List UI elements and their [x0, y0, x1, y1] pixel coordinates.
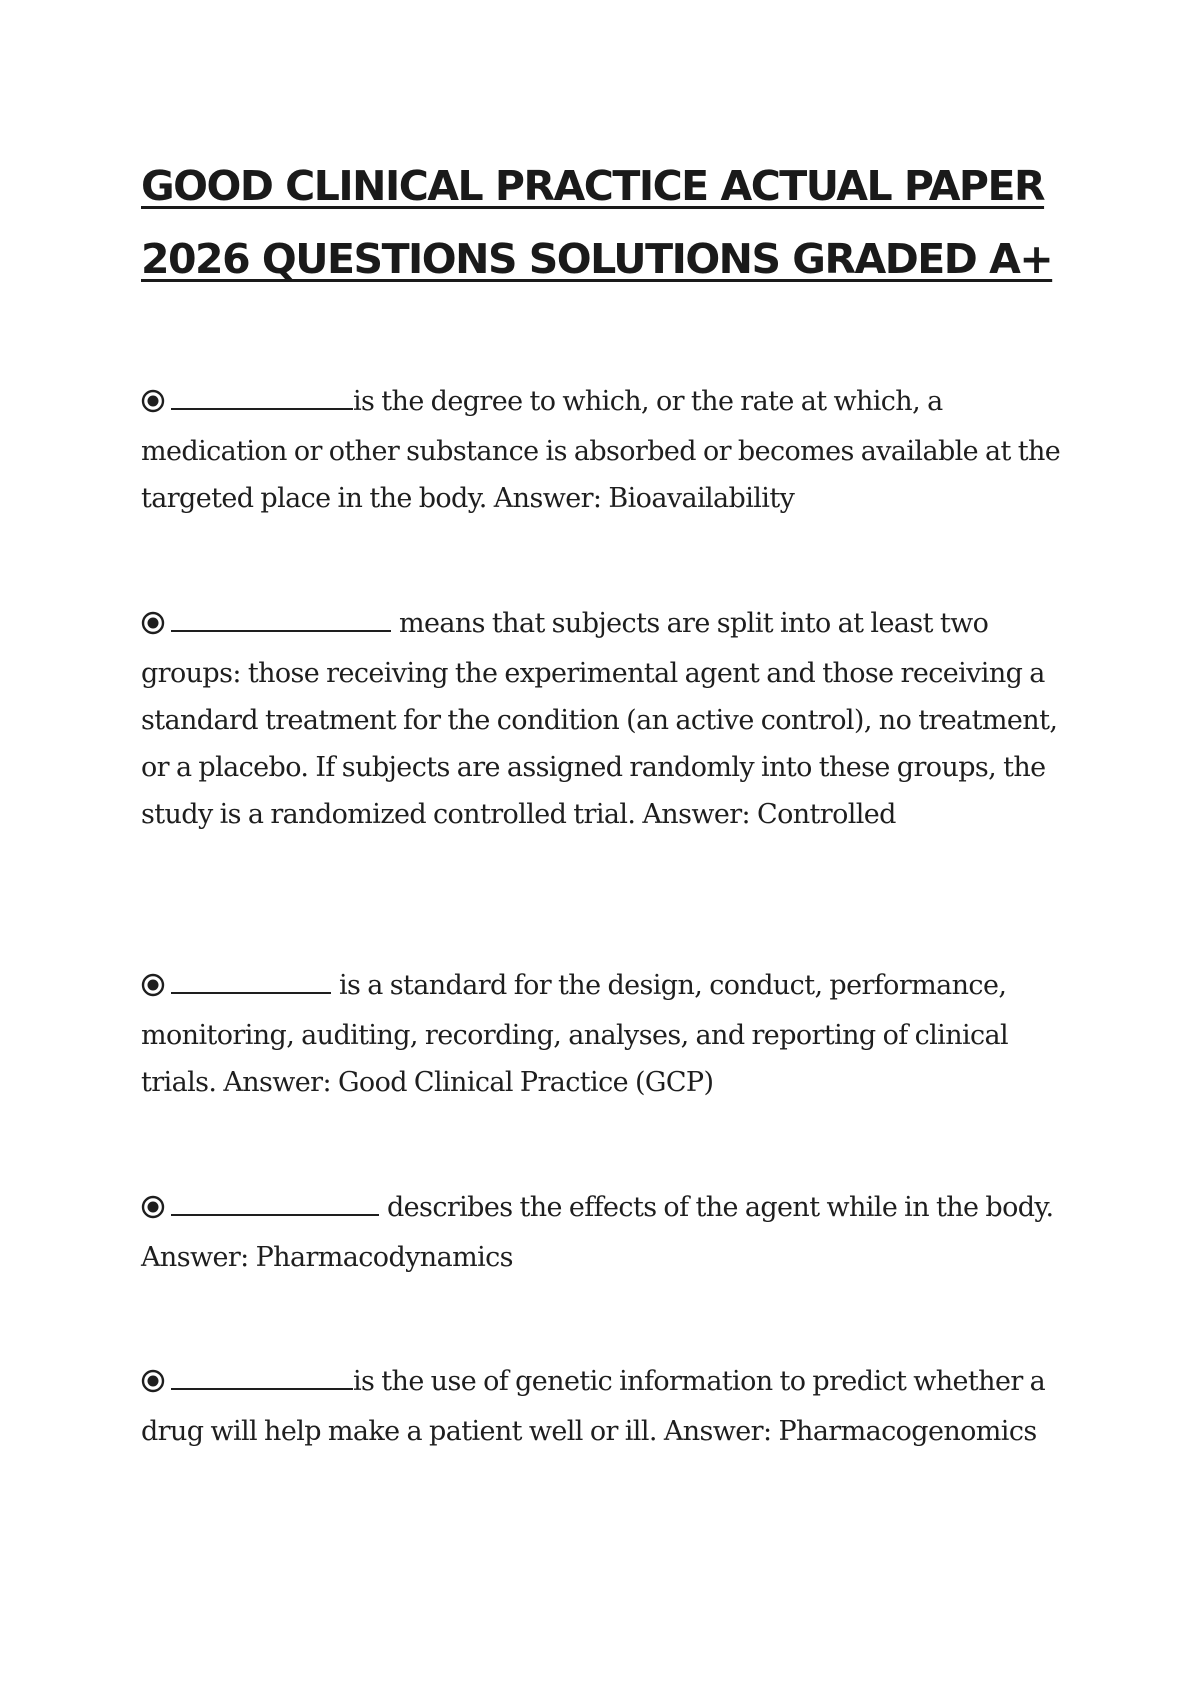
- answer-blank: [171, 965, 331, 994]
- title-line-1: GOOD CLINICAL PRACTICE ACTUAL PAPER: [141, 162, 1045, 210]
- question-text: describes the effects of the agent while in the body. Answer: Pharmacodynamics: [141, 1192, 1054, 1273]
- radio-bullet-icon: [141, 381, 165, 428]
- question-text: is a standard for the design, conduct, performance, monitoring, auditing, recording, analyses, and reporting of clinical trials. Answer: Good Clinical Practice (GCP): [141, 970, 1009, 1098]
- radio-bullet-icon: [141, 1361, 165, 1408]
- question-1: [141, 378, 1081, 522]
- question-4: [141, 1184, 1081, 1281]
- question-text: means that subjects are split into at least two groups: those receiving the experimental agent and those receiving a standard treatment for the condition (an active control), no treatment, or a placebo. If subjects are assigned randomly into these groups, the study is a randomized controlled trial. Answer: Controlled: [141, 608, 1058, 830]
- question-5: [141, 1358, 1081, 1455]
- answer-blank: [171, 1187, 379, 1216]
- question-3: [141, 962, 1081, 1106]
- document-title: [141, 150, 1061, 296]
- question-text: is the use of genetic information to predict whether a drug will help make a patient well or ill. Answer: Pharmacogenomics: [141, 1366, 1046, 1447]
- radio-bullet-icon: [141, 603, 165, 650]
- answer-blank: [171, 603, 391, 632]
- answer-blank: [171, 381, 353, 410]
- title-line-2: 2026 QUESTIONS SOLUTIONS GRADED A+: [141, 235, 1053, 283]
- answer-blank: [171, 1361, 353, 1390]
- radio-bullet-icon: [141, 1187, 165, 1234]
- radio-bullet-icon: [141, 965, 165, 1012]
- question-text: is the degree to which, or the rate at which, a medication or other substance is absorbed or becomes available at the targeted place in the body. Answer: Bioavailability: [141, 386, 1061, 514]
- question-2: [141, 600, 1081, 838]
